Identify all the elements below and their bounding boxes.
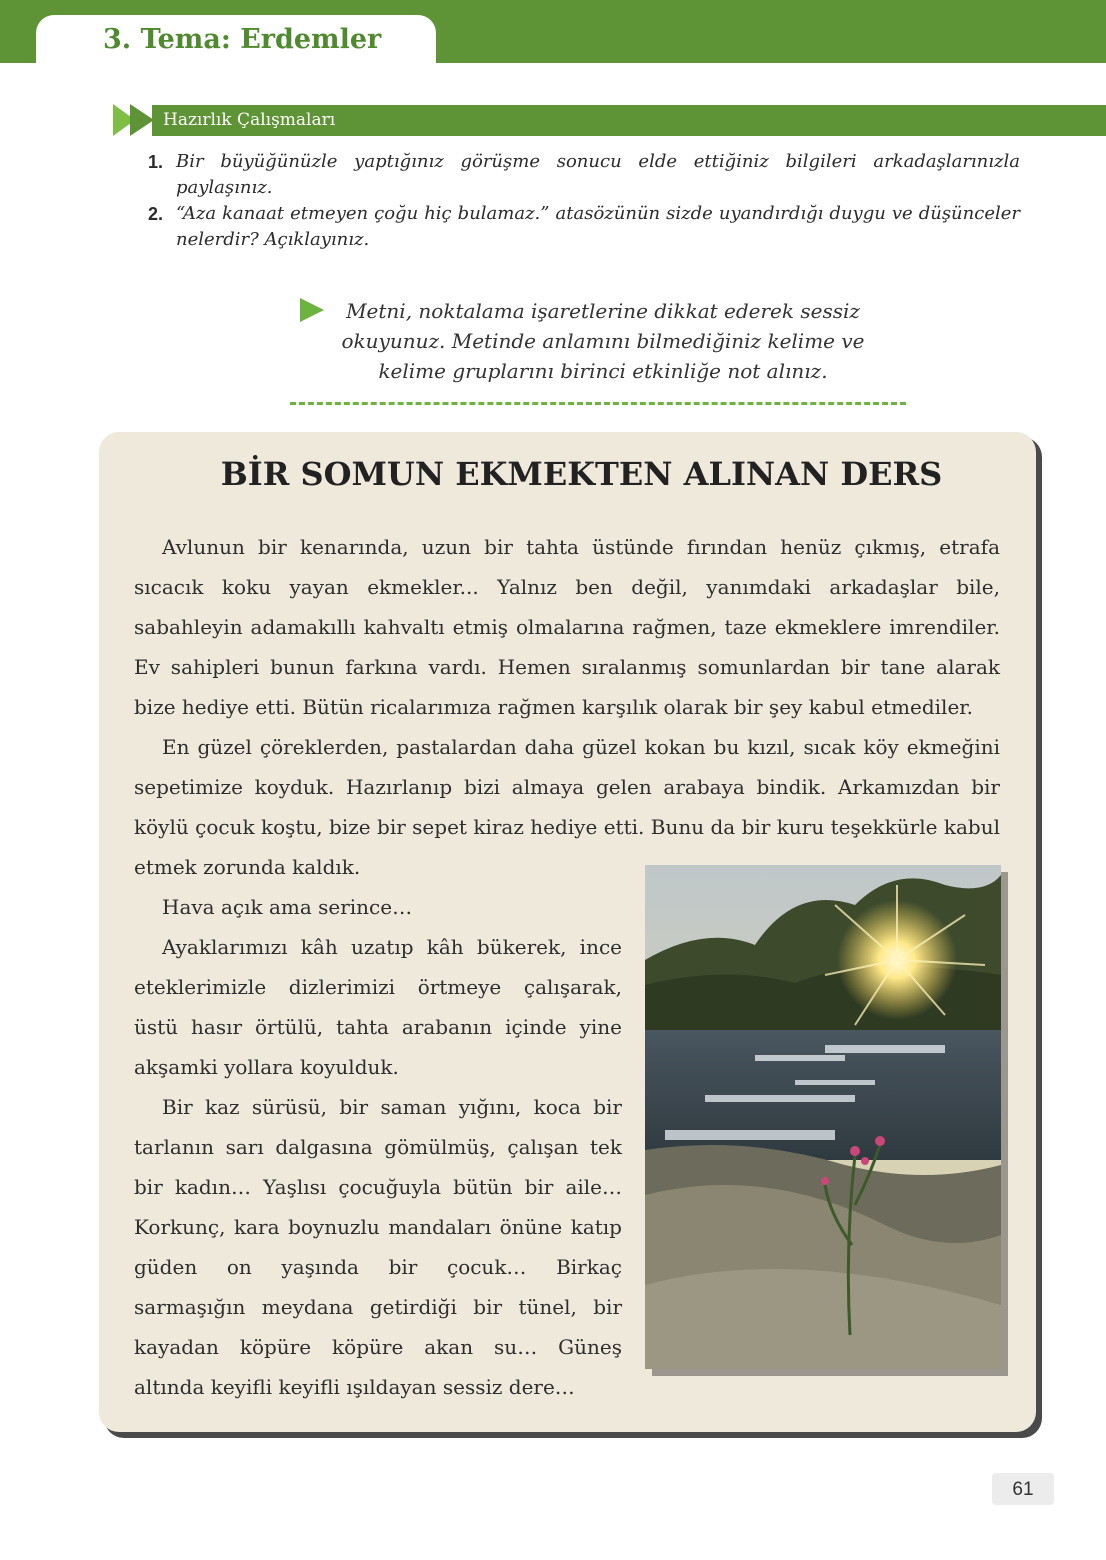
dashed-divider bbox=[290, 402, 906, 405]
story-paragraph: Avlunun bir kenarında, uzun bir tahta üstünde fırından henüz çıkmış, etrafa sıcacık koku yayan ekmekler... Yalnız ben değil, yanımdaki arkadaşlar bile, sabahleyin adamakıllı kahvaltı etmiş olmalarına rağmen, taze ekmeklere imrendiler. Ev sahipleri bunun farkına vardı. Hemen sıralanmış somunlardan bir tane alarak bize hediye etti. Bütün ricalarımıza rağmen karşılık olarak bir şey kabul etmediler. bbox=[134, 535, 1000, 719]
question-number: 1. bbox=[148, 152, 164, 172]
question-item bbox=[148, 149, 1020, 201]
story-paragraph: Hava açık ama serince… bbox=[162, 895, 413, 919]
question-item bbox=[148, 201, 1020, 253]
section-label: Hazırlık Çalışmaları bbox=[163, 110, 336, 130]
story-paragraph: Ayaklarımızı kâh uzatıp kâh bükerek, ince eteklerimizle dizlerimizi örtmeye çalışarak, üstü hasır örtülü, tahta arabanın içinde yine akşamki yollara koyulduk. bbox=[134, 935, 622, 1079]
instruction-line: Metni, noktalama işaretlerine dikkat ederek sessiz bbox=[346, 299, 860, 323]
instruction-line: kelime gruplarını birinci etkinliğe not alınız. bbox=[378, 359, 828, 383]
reading-instruction bbox=[310, 296, 896, 386]
question-text: Bir büyüğünüzle yaptığınız görüşme sonucu elde ettiğiniz bilgileri arkadaşlarınızla paylaşınız. bbox=[176, 151, 1020, 198]
theme-title: 3. Tema: Erdemler bbox=[103, 24, 382, 55]
story-paragraph: En güzel çöreklerden, pastalardan daha güzel kokan bu kızıl, sıcak köy ekmeğini sepetimize koyduk. Hazırlanıp bizi almaya gelen arabaya bindik. Arkamızdan bir köylü çocuk koştu, bize bir sepet kiraz hediye etti. Bunu da bir kuru teşekkürle kabul etmek zorunda kaldık. bbox=[134, 735, 1000, 879]
question-text: “Aza kanaat etmeyen çoğu hiç bulamaz.” atasözünün sizde uyandırdığı duygu ve düşünceler nelerdir? Açıklayınız. bbox=[176, 203, 1020, 250]
story-title: BİR SOMUN EKMEKTEN ALINAN DERS bbox=[220, 455, 943, 493]
chevron-icon bbox=[130, 104, 154, 136]
page-number: 61 bbox=[1012, 1479, 1034, 1500]
question-list bbox=[148, 149, 1020, 253]
river-sunset-photo bbox=[645, 865, 1001, 1369]
story-paragraph: Bir kaz sürüsü, bir saman yığını, koca bir tarlanın sarı dalgasına gömülmüş, çalışan tek bir kadın… Yaşlısı çocuğuyla bütün bir aile… Korkunç, kara boynuzlu mandaları önüne katıp güden on yaşında bir çocuk… Birkaç sarmaşığın meydana getirdiği bir tünel, bir kayadan köpüre köpüre akan su… Güneş altında keyifli keyifli ışıldayan sessiz dere… bbox=[134, 1095, 622, 1399]
instruction-line: okuyunuz. Metinde anlamını bilmediğiniz kelime ve bbox=[341, 329, 865, 353]
question-number: 2. bbox=[148, 204, 164, 224]
